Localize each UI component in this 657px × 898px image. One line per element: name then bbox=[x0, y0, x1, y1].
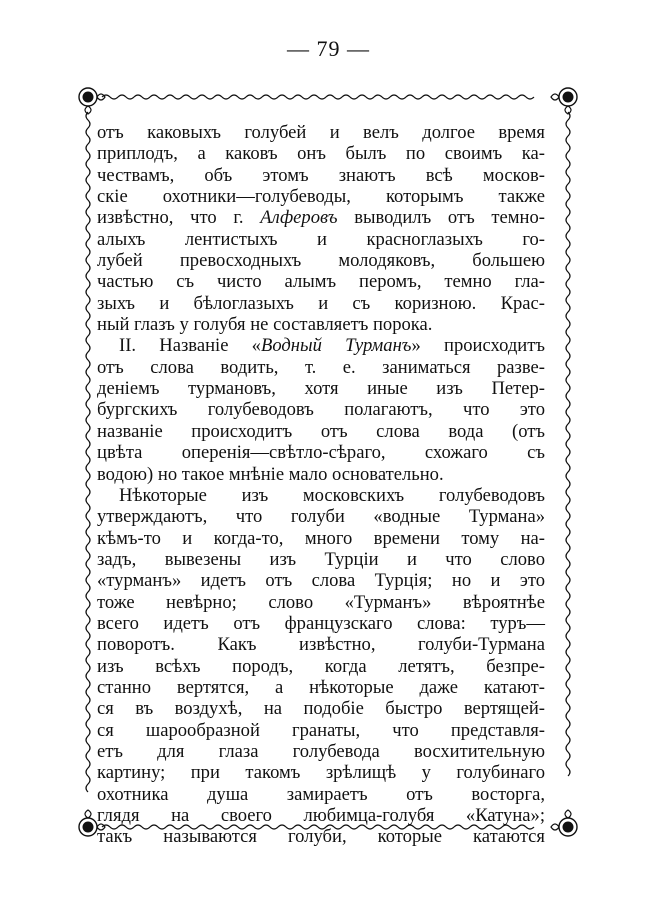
text-segment: извѣстно, что г. bbox=[97, 207, 261, 229]
text-line bbox=[97, 335, 545, 356]
text-line-content: частью съ чисто алымъ перомъ, темно гла- bbox=[97, 271, 545, 293]
text-line bbox=[97, 357, 545, 378]
text-line bbox=[97, 506, 545, 527]
text-line bbox=[97, 485, 545, 506]
text-line-content: ся въ воздухѣ, на подобіе быстро вертящей- bbox=[97, 698, 545, 720]
text-line bbox=[97, 399, 545, 420]
text-segment: » происходитъ bbox=[411, 335, 546, 357]
text-line bbox=[97, 528, 545, 549]
text-line-content: изъ всѣхъ породъ, когда летятъ, безпре- bbox=[97, 655, 545, 677]
corner-ornament-bottom-right bbox=[551, 810, 577, 836]
text-line-content: етъ для глаза голубевода восхитительную bbox=[97, 740, 545, 762]
text-line-content: такъ называются голуби, которые катаются bbox=[97, 826, 545, 848]
text-line bbox=[97, 378, 545, 399]
text-line-content: скіе охотники—голубеводы, которымъ также bbox=[97, 186, 545, 208]
text-line bbox=[97, 784, 545, 805]
text-segment: II. Названіе « bbox=[119, 335, 261, 357]
text-line bbox=[97, 570, 545, 591]
text-line bbox=[97, 186, 545, 207]
text-line-content: алыхъ лентистыхъ и красноглазыхъ го- bbox=[97, 228, 545, 250]
text-line-content: деніемъ турмановъ, хотя иные изъ Петер- bbox=[97, 378, 545, 400]
corner-ornament-top-right bbox=[551, 88, 577, 114]
right-rule bbox=[566, 112, 570, 776]
text-line bbox=[97, 613, 545, 634]
text-line-content: глядя на своего любимца-голубя «Катуна»; bbox=[97, 805, 545, 826]
italic-name: Алферовъ bbox=[260, 207, 338, 229]
text-line-content: Нѣкоторые изъ московскихъ голубеводовъ bbox=[119, 484, 545, 506]
text-line bbox=[97, 293, 545, 314]
text-line bbox=[97, 143, 545, 164]
text-line-content: станно вертятся, а нѣкоторые даже катают- bbox=[97, 676, 545, 698]
text-line-content: кѣмъ-то и когда-то, много времени тому на- bbox=[97, 527, 545, 549]
text-line-content: утверждаютъ, что голуби «водные Турмана» bbox=[97, 506, 545, 528]
text-line-content: отъ слова водить, т. е. заниматься разве- bbox=[97, 356, 545, 378]
text-line-content: отъ каковыхъ голубей и велъ долгое время bbox=[97, 122, 545, 143]
text-line bbox=[97, 656, 545, 677]
text-line-content: тоже невѣрно; слово «Турманъ» вѣроятнѣе bbox=[97, 591, 545, 613]
text-line-content: водою) но такое мнѣніе мало основательно. bbox=[97, 463, 444, 485]
text-line bbox=[97, 207, 545, 228]
text-line-content: названіе происходитъ отъ слова вода (отъ bbox=[97, 420, 545, 442]
text-line bbox=[97, 634, 545, 655]
text-line bbox=[97, 677, 545, 698]
text-line bbox=[97, 229, 545, 250]
text-line bbox=[97, 421, 545, 442]
text-line bbox=[97, 592, 545, 613]
text-line bbox=[97, 165, 545, 186]
text-line bbox=[97, 762, 545, 783]
text-line-content: охотника душа замираетъ отъ восторга, bbox=[97, 783, 545, 805]
text-line bbox=[97, 122, 545, 143]
text-line bbox=[97, 442, 545, 463]
text-segment: выводилъ отъ темно- bbox=[337, 207, 545, 229]
left-rule bbox=[86, 112, 90, 792]
italic-name: Водный Турманъ bbox=[260, 335, 412, 357]
text-line bbox=[97, 314, 545, 335]
text-line bbox=[97, 826, 545, 847]
text-line bbox=[97, 698, 545, 719]
body-text bbox=[97, 122, 545, 848]
text-line-content: «турманъ» идетъ отъ слова Турція; но и это bbox=[97, 570, 545, 592]
text-line-content: ся шарообразной гранаты, что представля- bbox=[97, 719, 545, 741]
text-line-content: лубей превосходныхъ молодяковъ, большею bbox=[97, 250, 545, 272]
text-line bbox=[97, 250, 545, 271]
text-line-content: приплодъ, а каковъ онъ былъ по своимъ ка- bbox=[97, 143, 545, 165]
page-number: — 79 — bbox=[287, 36, 370, 61]
text-line bbox=[97, 805, 545, 826]
text-line-content: цвѣта оперенія—свѣтло-сѣраго, схожаго съ bbox=[97, 442, 545, 464]
text-line-content: поворотъ. Какъ извѣстно, голуби-Турмана bbox=[97, 634, 545, 656]
text-line bbox=[97, 720, 545, 741]
text-line bbox=[97, 741, 545, 762]
text-line-content: картину; при такомъ зрѣлищѣ у голубинаго bbox=[97, 762, 545, 784]
text-line bbox=[97, 271, 545, 292]
text-line-content: всего идетъ отъ французскаго слова: туръ— bbox=[97, 612, 545, 634]
text-line-content: бургскихъ голубеводовъ полагаютъ, что это bbox=[97, 399, 545, 421]
text-line-content: чествамъ, объ этомъ знаютъ всѣ москов- bbox=[97, 164, 545, 186]
corner-ornament-top-left bbox=[79, 88, 105, 114]
text-line bbox=[97, 549, 545, 570]
text-line-content: ный глазъ у голубя не составляетъ порока. bbox=[97, 314, 433, 336]
text-line-content: задъ, вывезены изъ Турціи и что слово bbox=[97, 548, 545, 570]
text-line bbox=[97, 464, 545, 485]
text-line-content: зыхъ и бѣлоглазыхъ и съ коризною. Крас- bbox=[97, 292, 545, 314]
top-rule bbox=[102, 95, 534, 99]
